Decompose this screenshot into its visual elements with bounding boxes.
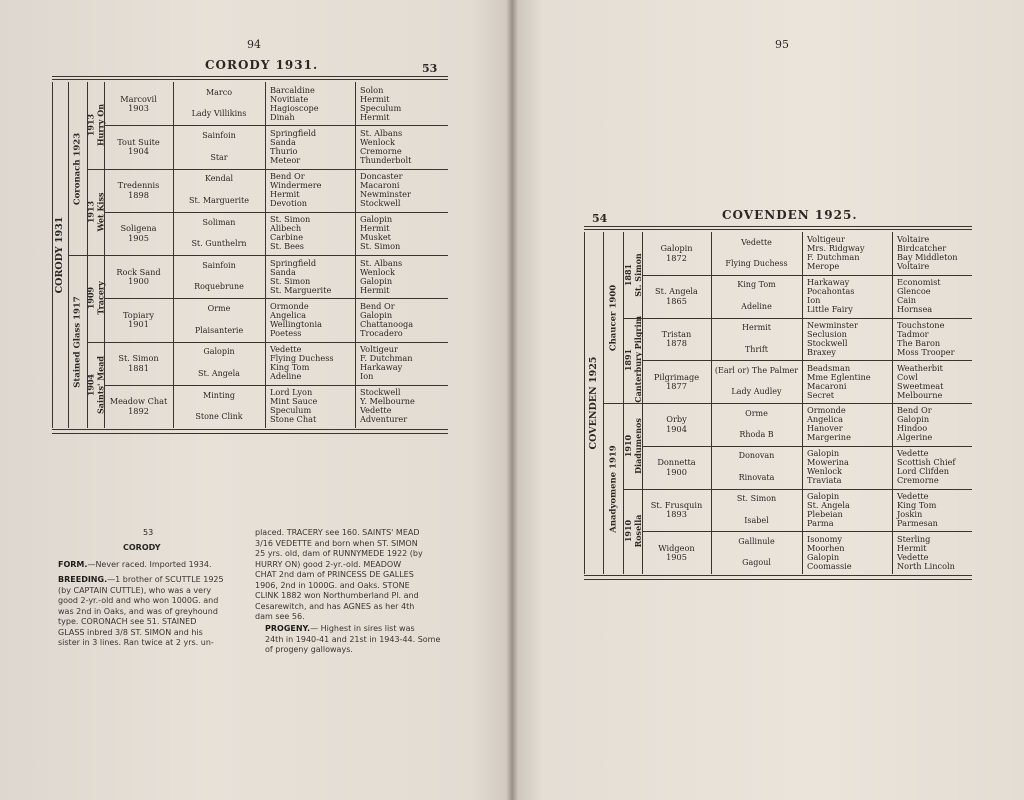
pedigree-horse-year: 1904 (666, 423, 687, 434)
pedigree-horse-name: Bay Middleton (897, 252, 958, 263)
notes-heading: CORODY (123, 543, 161, 552)
row-rule (642, 360, 972, 361)
pedigree-horse-name: Stone Chat (270, 414, 317, 425)
pedigree-horse-name: Marco (205, 87, 233, 97)
grandparent-year: 1910 (622, 434, 633, 457)
pedigree-horse-name: Beadsman (807, 362, 851, 373)
breeding-line: good 2-yr.-old and who won 1000G. and (58, 596, 219, 605)
pedigree-horse-name: Lady Audley (731, 387, 782, 397)
pedigree-horse-year: 1900 (128, 276, 149, 287)
right-page-number: 95 (775, 38, 789, 51)
pedigree-horse-name: Galopin (360, 214, 393, 225)
pedigree-horse-name: Macaroni (807, 380, 847, 391)
pedigree-horse-name: Weatherbit (897, 362, 943, 373)
pedigree-horse-name: Ion (360, 371, 374, 382)
pedigree-horse-name: Cowl (897, 371, 918, 382)
pedigree-horse-name: St. Simon (118, 353, 159, 364)
grandparent-year: 1881 (622, 263, 633, 286)
grandparent-name: Diadumenos (632, 417, 643, 474)
pedigree-horse-name: Bend Or (270, 171, 305, 182)
pedigree-horse-name: Tredennis (117, 180, 160, 191)
pedigree-horse-name: Little Fairy (807, 304, 853, 315)
pedigree-horse-year: 1872 (666, 252, 687, 263)
pedigree-horse-name: Pilgrimage (653, 371, 700, 382)
pedigree-horse-name: Devotion (270, 198, 308, 209)
pedigree-horse-name: Meteor (270, 154, 301, 165)
breeding-label: BREEDING. (58, 575, 108, 584)
pedigree-horse-name: Mme Eglentine (807, 371, 871, 382)
pedigree-horse-name: Hermit (897, 542, 927, 553)
pedigree-horse-name: Sterling (897, 533, 931, 544)
pedigree-horse-name: Parmesan (897, 517, 938, 528)
pedigree-horse-name: Chattanooga (360, 318, 414, 329)
pedigree-horse-name: Tadmor (897, 328, 929, 339)
left-family-number: 53 (422, 62, 438, 75)
pedigree-horse-year: 1905 (128, 232, 149, 243)
row-rule (642, 275, 972, 276)
grandparent-year: 1891 (622, 349, 633, 372)
right-pedigree-title: COVENDEN 1925. (722, 208, 858, 222)
pedigree-horse-name: Adeline (741, 301, 772, 311)
pedigree-horse-year: 1878 (666, 338, 687, 349)
horse-name-vertical: CORODY 1931 (54, 216, 65, 294)
form-label: FORM. (58, 560, 88, 569)
pedigree-horse-name: Marcovil (120, 93, 157, 104)
sire-name: Chaucer 1900 (608, 284, 618, 351)
grandparent-year: 1909 (85, 287, 96, 310)
pedigree-horse-name: Flying Duchess (725, 259, 788, 269)
pedigree-horse-name: Donovan (738, 451, 775, 461)
row-rule (623, 489, 972, 490)
pedigree-horse-name: Ion (807, 295, 821, 306)
pedigree-horse-name: Speculum (360, 102, 402, 113)
pedigree-horse-name: Voltigeur (360, 344, 398, 355)
breeding-line: 25 yrs. old, dam of RUNNYMEDE 1922 (by (255, 549, 423, 558)
breeding-line: type. CORONACH see 51. STAINED (58, 617, 197, 626)
breeding-line: 1906, 2nd in 1000G. and Oaks. STONE (255, 580, 410, 590)
pedigree-horse-name: St. Frusquin (650, 499, 703, 510)
pedigree-horse-name: Traviata (807, 475, 842, 486)
row-rule (68, 255, 448, 256)
pedigree-horse-name: Melbourne (897, 389, 943, 400)
pedigree-horse-name: Trocadero (360, 327, 403, 338)
grandparent-year: 1904 (85, 373, 96, 396)
pedigree-horse-name: Cain (897, 295, 917, 306)
pedigree-horse-name: Vedette (897, 448, 929, 459)
breeding-paragraph (58, 575, 258, 649)
pedigree-horse-name: Orme (207, 304, 231, 314)
grandparent-name: Hurry On (95, 104, 106, 147)
pedigree-horse-name: Hornsea (897, 304, 933, 315)
pedigree-horse-name: Mowerina (807, 457, 849, 468)
pedigree-horse-name: Galopin (897, 414, 930, 425)
horse-name-vertical: COVENDEN 1925 (587, 356, 599, 450)
pedigree-horse-name: St. Marguerite (189, 195, 249, 205)
pedigree-horse-name: Orby (666, 414, 687, 425)
pedigree-horse-name: Parma (807, 517, 834, 528)
pedigree-horse-year: 1905 (666, 552, 687, 563)
grandparent-year: 1910 (622, 520, 633, 543)
pedigree-horse-name: Newminster (807, 319, 858, 330)
pedigree-horse-name: Moorhen (807, 542, 845, 553)
pedigree-horse-name: Stockwell (807, 337, 848, 348)
pedigree-horse-name: Stockwell (360, 387, 401, 398)
breeding-line: placed. TRACERY see 160. SAINTS' MEAD (255, 528, 420, 537)
grandparent-name: Wet Kiss (95, 192, 106, 232)
pedigree-horse-name: (Earl or) The Palmer (714, 365, 799, 375)
pedigree-horse-name: Algerine (897, 432, 933, 443)
progeny-line: of progeny galloways. (265, 645, 353, 654)
pedigree-horse-name: Rock Sand (116, 266, 161, 277)
pedigree-horse-name: Voltigeur (807, 234, 845, 245)
pedigree-horse-name: Roquebrune (194, 282, 244, 292)
pedigree-horse-name: Stone Clink (195, 412, 243, 422)
pedigree-horse-name: Joskin (897, 508, 923, 519)
pedigree-horse-name: Coomassie (807, 560, 852, 571)
right-page (512, 0, 1024, 800)
progeny-label: PROGENY. (265, 624, 311, 633)
pedigree-horse-name: Galopin (360, 309, 393, 320)
pedigree-horse-name: Thunderbolt (360, 154, 412, 165)
pedigree-horse-name: Galopin (807, 448, 840, 459)
dam-name: Stained Glass 1917 (72, 295, 83, 388)
row-rule (623, 318, 972, 319)
progeny-line: 24th in 1940-41 and 21st in 1943-44. Some (265, 634, 441, 644)
pedigree-horse-name: Rinovata (738, 472, 775, 482)
pedigree-horse-name: Birdcatcher (897, 243, 947, 254)
pedigree-horse-name: Sanda (270, 266, 296, 277)
pedigree-horse-name: Poetess (270, 327, 302, 338)
pedigree-horse-name: Topiary (122, 309, 155, 320)
pedigree-horse-name: Vedette (897, 551, 929, 562)
row-rule (104, 385, 448, 386)
pedigree-horse-name: Kendal (204, 174, 234, 184)
pedigree-horse-name: St. Angela (198, 368, 240, 378)
pedigree-horse-name: Angelica (807, 414, 843, 425)
pedigree-horse-name: Lord Clifden (897, 466, 950, 477)
pedigree-horse-name: Hindoo (897, 423, 928, 434)
pedigree-horse-name: Dinah (270, 111, 295, 122)
right-family-number: 54 (592, 212, 608, 225)
pedigree-horse-name: Sweetmeat (897, 380, 944, 391)
pedigree-horse-name: Hermit (360, 93, 390, 104)
pedigree-horse-name: Economist (897, 277, 941, 288)
pedigree-horse-name: Vedette (897, 490, 929, 501)
pedigree-horse-year: 1901 (128, 319, 149, 330)
pedigree-horse-name: Rhoda B (739, 430, 774, 440)
pedigree-horse-name: Gallinule (738, 536, 775, 546)
pedigree-horse-name: Macaroni (360, 180, 400, 191)
pedigree-horse-name: Mint Sauce (270, 396, 318, 407)
pedigree-horse-name: St. Albans (360, 127, 403, 138)
pedigree-horse-name: Mrs. Ridgway (807, 243, 865, 254)
pedigree-horse-name: Vedette (270, 344, 302, 355)
pedigree-horse-name: Isonomy (807, 533, 842, 544)
pedigree-horse-name: Moss Trooper (897, 346, 955, 357)
pedigree-horse-name: Ormonde (270, 300, 309, 311)
pedigree-horse-name: Sainfoin (202, 260, 236, 270)
breeding-line: CLINK 1882 won Northumberland Pl. and (255, 591, 419, 600)
row-rule (104, 125, 448, 126)
breeding-line: dam see 56. (255, 612, 305, 621)
pedigree-horse-name: Wenlock (807, 466, 842, 477)
pedigree-horse-name: Sanda (270, 136, 296, 147)
sire-name: Coronach 1923 (72, 132, 83, 205)
breeding-line: (by CAPTAIN CUTTLE), who was a very (58, 585, 212, 595)
left-pedigree-title: CORODY 1931. (205, 58, 319, 72)
row-rule (104, 298, 448, 299)
pedigree-horse-name: Hanover (807, 423, 843, 434)
pedigree-horse-name: Hermit (742, 323, 771, 333)
pedigree-horse-name: Newminster (360, 189, 411, 200)
form-text: —Never raced. Imported 1934. (87, 560, 212, 569)
pedigree-horse-name: Wenlock (360, 266, 395, 277)
pedigree-horse-name: Vedette (360, 405, 392, 416)
pedigree-horse-name: Doncaster (360, 171, 403, 182)
progeny-paragraph (265, 624, 460, 656)
pedigree-horse-name: Galopin (360, 275, 393, 286)
breeding-line: 3/16 VEDETTE and born when ST. SIMON (255, 538, 418, 548)
pedigree-horse-name: Vedette (741, 237, 772, 247)
pedigree-horse-name: Plebeian (807, 508, 843, 519)
pedigree-horse-name: Hermit (360, 284, 390, 295)
breeding-line: HURRY ON) good 2-yr.-old. MEADOW (255, 559, 402, 569)
breeding-line: was 2nd in Oaks, and was of greyhound (58, 606, 218, 616)
pedigree-horse-year: 1903 (128, 103, 149, 114)
pedigree-horse-name: Alibech (270, 223, 302, 234)
row-rule (603, 403, 972, 404)
row-rule (87, 169, 448, 170)
pedigree-horse-name: Windermere (270, 180, 322, 191)
pedigree-horse-name: St. Gunthelrn (191, 239, 247, 249)
pedigree-horse-name: Cremorne (360, 145, 402, 156)
pedigree-horse-name: Speculum (270, 405, 312, 416)
column-rule (52, 82, 53, 428)
pedigree-horse-name: F. Dutchman (807, 252, 860, 263)
pedigree-horse-name: Sainfoin (202, 131, 236, 141)
pedigree-horse-name: Lord Lyon (270, 387, 313, 398)
pedigree-horse-name: Wellingtonia (270, 318, 322, 329)
grandparent-name: Canterbury Pilgrim (632, 316, 643, 403)
row-rule (104, 212, 448, 213)
pedigree-horse-year: 1904 (128, 146, 149, 157)
pedigree-horse-name: St. Angela (655, 286, 698, 297)
pedigree-horse-name: Flying Duchess (270, 353, 334, 364)
pedigree-horse-name: Hermit (360, 111, 390, 122)
pedigree-horse-name: Soliman (202, 217, 236, 227)
pedigree-horse-name: Margerine (807, 432, 851, 443)
pedigree-horse-name: Galopin (203, 347, 235, 357)
pedigree-horse-name: St. Angela (807, 499, 850, 510)
row-rule (642, 446, 972, 447)
breeding-line: Cesarewitch, and has AGNES as her 4th (255, 601, 415, 611)
pedigree-horse-name: Thrift (744, 344, 769, 354)
pedigree-horse-name: Cremorne (897, 475, 939, 486)
pedigree-horse-name: St. Bees (270, 241, 305, 252)
form-paragraph (58, 560, 258, 571)
pedigree-horse-name: Orme (745, 408, 768, 418)
pedigree-horse-name: King Tom (737, 280, 776, 290)
pedigree-horse-name: Angelica (270, 309, 306, 320)
pedigree-horse-name: Seclusion (807, 328, 847, 339)
pedigree-horse-year: 1865 (666, 295, 687, 306)
breeding-line: GLASS inbred 3/8 ST. SIMON and his (58, 627, 203, 637)
pedigree-horse-year: 1892 (128, 405, 149, 416)
pedigree-horse-year: 1898 (128, 189, 149, 200)
pedigree-horse-name: Tout Suite (117, 136, 160, 147)
pedigree-horse-name: Adeline (270, 371, 302, 382)
pedigree-horse-name: Bend Or (897, 405, 932, 416)
pedigree-horse-name: Lady Villikins (191, 109, 247, 119)
progeny-line: — Highest in sires list was (310, 624, 415, 633)
pedigree-horse-name: Galopin (660, 243, 693, 254)
pedigree-horse-name: Touchstone (897, 319, 945, 330)
pedigree-horse-name: North Lincoln (897, 560, 955, 571)
pedigree-horse-name: St. Simon (360, 241, 401, 252)
grandparent-name: Saints' Mead (95, 355, 106, 414)
pedigree-horse-name: Carbine (270, 232, 304, 243)
pedigree-horse-name: Harkaway (807, 277, 850, 288)
breeding-continued (255, 528, 455, 623)
pedigree-horse-name: Springfield (270, 127, 317, 138)
pedigree-horse-name: Galopin (807, 490, 840, 501)
pedigree-horse-name: Meadow Chat (109, 396, 168, 407)
breeding-line: —1 brother of SCUTTLE 1925 (107, 575, 224, 584)
pedigree-horse-name: Harkaway (360, 362, 403, 373)
pedigree-horse-name: St. Simon (270, 275, 311, 286)
pedigree-horse-name: Merope (807, 261, 840, 272)
pedigree-horse-name: Plaisanterie (194, 325, 244, 335)
grandparent-year: 1913 (85, 200, 96, 223)
grandparent-name: Rosella (632, 514, 643, 548)
pedigree-horse-name: Wenlock (360, 136, 395, 147)
pedigree-horse-name: St. Simon (270, 214, 311, 225)
pedigree-horse-name: Pocahontas (807, 286, 855, 297)
pedigree-horse-year: 1877 (666, 381, 687, 392)
pedigree-horse-name: Hermit (360, 223, 390, 234)
pedigree-horse-name: Hagioscope (270, 102, 319, 113)
pedigree-horse-name: Galopin (807, 551, 840, 562)
pedigree-horse-name: Stockwell (360, 198, 401, 209)
pedigree-horse-name: Braxey (807, 346, 836, 357)
pedigree-horse-name: Secret (807, 389, 835, 400)
pedigree-horse-year: 1900 (666, 466, 687, 477)
pedigree-horse-name: Tristan (661, 328, 692, 339)
pedigree-horse-name: Soligena (120, 223, 157, 234)
dam-name: Anadyomene 1919 (608, 444, 618, 533)
breeding-line: CHAT 2nd dam of PRINCESS DE GALLES (255, 570, 414, 579)
row-rule (642, 531, 972, 532)
pedigree-horse-name: Bend Or (360, 300, 395, 311)
pedigree-horse-name: Scottish Chief (897, 457, 956, 468)
pedigree-horse-name: Voltaire (897, 234, 930, 245)
pedigree-horse-name: Voltaire (897, 261, 930, 272)
pedigree-horse-name: Star (210, 152, 228, 162)
pedigree-horse-year: 1893 (666, 509, 687, 520)
pedigree-horse-name: St. Simon (736, 494, 777, 504)
grandparent-name: St. Simon (632, 253, 643, 297)
pedigree-horse-name: Musket (360, 232, 391, 243)
pedigree-horse-name: Gagoul (742, 558, 771, 568)
pedigree-horse-name: Thurio (270, 145, 298, 156)
pedigree-horse-name: Solon (360, 84, 384, 95)
pedigree-horse-name: Donnetta (657, 457, 696, 468)
pedigree-horse-name: St. Marguerite (270, 284, 332, 295)
pedigree-horse-name: Adventurer (360, 414, 408, 425)
pedigree-horse-name: Barcaldine (270, 84, 315, 95)
pedigree-horse-name: Widgeon (658, 542, 695, 553)
pedigree-horse-year: 1881 (128, 362, 149, 373)
pedigree-horse-name: Minting (203, 390, 235, 400)
left-page-number: 94 (247, 38, 261, 51)
pedigree-horse-name: Ormonde (807, 405, 846, 416)
column-rule (584, 232, 585, 574)
pedigree-horse-name: Springfield (270, 257, 317, 268)
pedigree-horse-name: Hermit (270, 189, 300, 200)
pedigree-horse-name: King Tom (270, 362, 310, 373)
pedigree-horse-name: King Tom (897, 499, 937, 510)
pedigree-horse-name: The Baron (897, 337, 941, 348)
row-rule (87, 342, 448, 343)
pedigree-horse-name: Novitiate (270, 93, 309, 104)
grandparent-name: Tracery (95, 281, 106, 316)
pedigree-horse-name: St. Albans (360, 257, 403, 268)
pedigree-horse-name: Y. Melbourne (360, 396, 415, 407)
pedigree-horse-name: F. Dutchman (360, 353, 413, 364)
breeding-line: sister in 3 lines. Ran twice at 2 yrs. un- (58, 638, 214, 647)
notes-number: 53 (143, 528, 154, 537)
pedigree-horse-name: Glencoe (897, 286, 931, 297)
pedigree-horse-name: Isabel (744, 515, 769, 525)
grandparent-year: 1913 (85, 114, 96, 137)
